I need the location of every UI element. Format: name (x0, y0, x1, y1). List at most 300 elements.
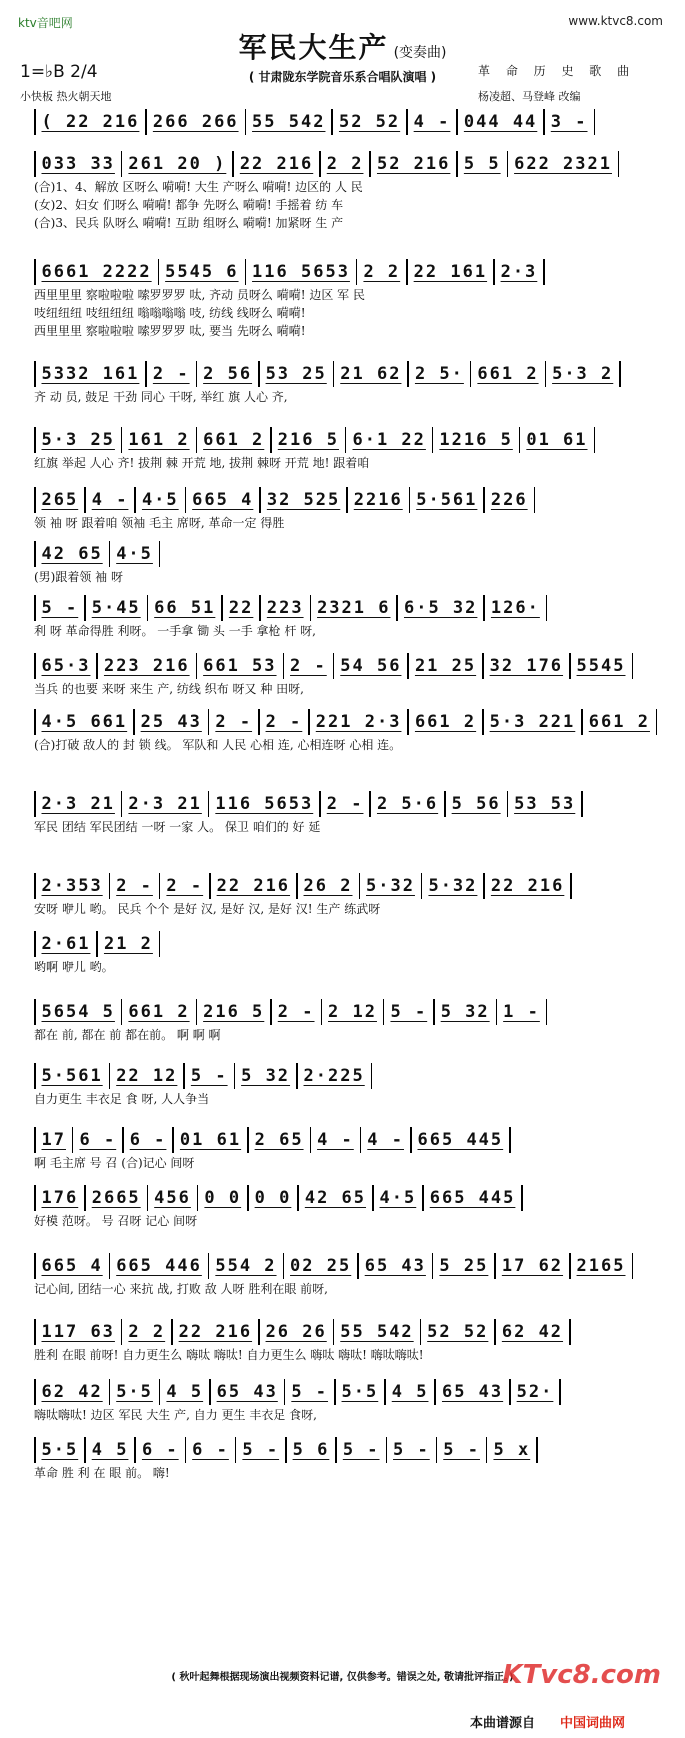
measure: 5 25 (439, 1256, 489, 1276)
barline (72, 1127, 74, 1153)
measure: 116 5653 (215, 794, 314, 814)
barline (245, 109, 247, 135)
measure: 5 - (390, 1002, 428, 1022)
source-site: 中国词曲网 (560, 1716, 626, 1731)
barline (133, 709, 135, 735)
barline (34, 487, 36, 513)
barline (308, 709, 310, 735)
score-system (28, 708, 658, 754)
measure: 2 - (166, 876, 204, 896)
barline (84, 487, 86, 513)
barline (632, 653, 634, 679)
barline (34, 541, 36, 567)
measure: 5·32 (366, 876, 415, 896)
measure: 456 (154, 1188, 191, 1208)
barline (543, 259, 545, 285)
barline (321, 999, 323, 1025)
barline (496, 999, 498, 1025)
measure: 4 5 (166, 1382, 204, 1402)
notation-row (28, 108, 658, 136)
measure: 5 - (242, 1440, 280, 1460)
barline (384, 1379, 386, 1405)
measure: 5 - (443, 1440, 480, 1460)
barline (482, 653, 484, 679)
score-system (28, 998, 658, 1044)
barline (331, 109, 333, 135)
barline (296, 873, 298, 899)
barline (270, 999, 272, 1025)
measure: 661 53 (203, 656, 277, 676)
barline (121, 151, 123, 177)
barline (34, 791, 36, 817)
notation-row (28, 1252, 658, 1280)
measure: 2 - (116, 876, 153, 896)
barline (534, 487, 536, 513)
barline (519, 427, 521, 453)
score-system (28, 594, 658, 640)
barline (407, 709, 409, 735)
measure: 6661 2222 (41, 262, 152, 282)
transcription-note: ( 秋叶起舞根据现场演出视频资料记谱, 仅供参考。错误之处, 敬请批评指正。) (171, 1672, 514, 1683)
barline (297, 1185, 299, 1211)
barline (569, 1319, 571, 1345)
measure: 4 - (367, 1130, 404, 1150)
score-system (28, 1378, 658, 1424)
barline (369, 791, 371, 817)
score-system (28, 486, 658, 532)
notation-row (28, 1318, 658, 1346)
notation-row (28, 594, 658, 622)
barline (208, 709, 210, 735)
measure: 665 4 (41, 1256, 103, 1276)
barline (109, 541, 111, 567)
measure: 17 (41, 1130, 66, 1150)
barline (208, 1253, 210, 1279)
measure: 5 6 (292, 1440, 330, 1460)
barline (145, 109, 147, 135)
barline (483, 595, 485, 621)
barline (185, 487, 187, 513)
measure: ( 22 216 (41, 112, 140, 132)
barline (34, 873, 36, 899)
barline (357, 1253, 359, 1279)
barline (486, 1437, 488, 1463)
lyric-line: 领 袖 呀 跟着咱 领袖 毛主 席呀, 革命一定 得胜 (34, 516, 285, 530)
key-signature: 1=♭B 2/4 (20, 62, 98, 82)
barline (147, 1185, 149, 1211)
barline (84, 1437, 86, 1463)
measure: 665 445 (417, 1130, 504, 1150)
notation-row (28, 1378, 658, 1406)
measure: 26 2 (303, 876, 353, 896)
measure: 033 33 (41, 154, 115, 174)
barline (34, 1437, 36, 1463)
measure: 5·561 (41, 1066, 103, 1086)
barline (221, 595, 223, 621)
genre-label: 革 命 历 史 歌 曲 (478, 64, 636, 78)
barline (420, 1319, 422, 1345)
measure: 2 5· (414, 364, 464, 384)
measure: 661 2 (414, 712, 477, 732)
barline (656, 709, 658, 735)
barline (159, 1379, 161, 1405)
barline (259, 595, 261, 621)
measure: 126· (490, 598, 540, 618)
notation-row (28, 1126, 658, 1154)
barline (543, 109, 545, 135)
barline (34, 259, 36, 285)
barline (407, 653, 409, 679)
performer-line: ( 甘肃陇东学院音乐系合唱队演唱 ) (248, 70, 437, 84)
notation-row (28, 1184, 658, 1212)
measure: 2 5·6 (376, 794, 439, 814)
measure: 5·5 (116, 1382, 153, 1402)
lyric-line: (合)打破 敌人的 封 锁 线。 军队和 人民 心相 连, 心相连呀 心相 连。 (34, 738, 402, 752)
measure: 5545 6 (165, 262, 239, 282)
barline (122, 1127, 124, 1153)
measure: 22 216 (239, 154, 314, 174)
measure: 4·5 (141, 490, 179, 510)
barline (421, 873, 423, 899)
measure: 2 - (152, 364, 190, 384)
measure: 661 2 (588, 712, 650, 732)
lyric-line: 嗨呔嗨呔! 边区 军民 大生 产, 自力 更生 丰衣足 食呀, (34, 1408, 317, 1422)
notation-row (28, 930, 658, 958)
measure: 0 0 (254, 1188, 292, 1208)
measure: 6·5 32 (403, 598, 478, 618)
measure: 32 525 (266, 490, 341, 510)
barline (507, 791, 509, 817)
measure: 161 2 (128, 430, 190, 450)
barline (121, 427, 123, 453)
measure: 665 4 (192, 490, 254, 510)
lyric-line: 西里里里 察啦啦啦 嗦罗罗罗 呔, 要当 先呀么 嗬嗬! (34, 324, 306, 338)
barline (310, 595, 312, 621)
measure: 117 63 (41, 1322, 115, 1342)
notation-row (28, 540, 658, 568)
barline (34, 1127, 36, 1153)
barline (258, 361, 260, 387)
measure: 5·32 (428, 876, 478, 896)
barline (334, 1379, 336, 1405)
barline (432, 1253, 434, 1279)
measure: 044 44 (463, 112, 538, 132)
barline (482, 709, 484, 735)
measure: 266 266 (152, 112, 239, 132)
barline (159, 931, 161, 957)
measure: 4·5 661 (41, 712, 128, 732)
measure: 2 12 (328, 1002, 377, 1022)
barline (183, 1063, 185, 1089)
measure: 176 (41, 1188, 79, 1208)
lyric-line: 安呀 咿儿 哟。 民兵 个个 是好 汉, 是好 汉, 是好 汉! 生产 练武呀 (34, 902, 381, 916)
measure: 5·3 25 (41, 430, 115, 450)
barline (247, 1185, 249, 1211)
measure: 5 - (393, 1440, 430, 1460)
measure: 66 51 (154, 598, 216, 618)
measure: 5 - (190, 1066, 228, 1086)
measure: 4 - (91, 490, 129, 510)
lyric-line: (女)2、妇女 们呀么 嗬嗬! 都争 先呀么 嗬嗬! 手摇着 纺 车 (34, 198, 344, 212)
barline (360, 1127, 362, 1153)
barline (84, 595, 86, 621)
barline (209, 873, 211, 899)
barline (386, 1437, 388, 1463)
barline (345, 427, 347, 453)
measure: 6 - (79, 1130, 117, 1150)
measure: 5 - (291, 1382, 329, 1402)
measure: 661 2 (128, 1002, 190, 1022)
barline (546, 595, 548, 621)
barline (371, 1063, 373, 1089)
measure: 5 32 (241, 1066, 291, 1086)
measure: 261 20 ) (128, 154, 227, 174)
barline (208, 791, 210, 817)
measure: 216 5 (277, 430, 339, 450)
measure: 01 61 (179, 1130, 242, 1150)
notation-row (28, 426, 658, 454)
barline (422, 1185, 424, 1211)
measure: 02 25 (290, 1256, 352, 1276)
measure: 223 216 (103, 656, 190, 676)
barline (545, 361, 547, 387)
barline (359, 873, 361, 899)
barline (34, 1379, 36, 1405)
barline (96, 931, 98, 957)
barline (258, 709, 260, 735)
score-system (28, 1062, 658, 1108)
barline (632, 1253, 634, 1279)
lyric-line: 记心间, 团结一心 来抗 战, 打败 敌 人呀 胜利在眼 前呀, (34, 1282, 328, 1296)
measure: 22 216 (490, 876, 565, 896)
measure: 5545 (576, 656, 626, 676)
barline (270, 427, 272, 453)
lyric-line: 哟啊 咿儿 哟。 (34, 960, 114, 974)
measure: 42 65 (304, 1188, 367, 1208)
measure: 2 - (265, 712, 303, 732)
notation-row (28, 258, 658, 286)
lyric-line: 都在 前, 都在 前 都在前。 啊 啊 啊 (34, 1028, 221, 1042)
measure: 21 2 (103, 934, 153, 954)
measure: 55 542 (340, 1322, 414, 1342)
barline (34, 595, 36, 621)
barline (109, 1253, 111, 1279)
lyric-line: 自力更生 丰衣足 食 呀, 人人争当 (34, 1092, 210, 1106)
barline (172, 1127, 174, 1153)
barline (235, 1437, 237, 1463)
barline (259, 487, 261, 513)
notation-row (28, 486, 658, 514)
lyric-line: 好模 范呀。 号 召呀 记心 间呀 (34, 1214, 198, 1228)
barline (494, 1319, 496, 1345)
score-system (28, 930, 658, 976)
measure: 5·3 2 (552, 364, 614, 384)
barline (185, 1437, 187, 1463)
measure: 22 216 (216, 876, 291, 896)
measure: 4·5 (379, 1188, 417, 1208)
barline (109, 1379, 111, 1405)
measure: 62 42 (501, 1322, 564, 1342)
notation-row (28, 360, 658, 388)
measure: 22 12 (116, 1066, 178, 1086)
measure: 4 5 (91, 1440, 129, 1460)
barline (483, 873, 485, 899)
notation-row (28, 150, 658, 178)
measure: 54 56 (340, 656, 402, 676)
measure: 17 62 (501, 1256, 564, 1276)
score-system (28, 652, 658, 698)
barline (159, 541, 161, 567)
measure: 5·45 (91, 598, 141, 618)
measure: 2·3 21 (128, 794, 202, 814)
measure: 62 42 (41, 1382, 103, 1402)
measure: 2·225 (303, 1066, 365, 1086)
notation-row (28, 1062, 658, 1090)
barline (96, 653, 98, 679)
barline (333, 653, 335, 679)
barline (84, 1185, 86, 1211)
measure: 1216 5 (439, 430, 513, 450)
measure: 25 43 (140, 712, 202, 732)
barline (196, 653, 198, 679)
barline (283, 1253, 285, 1279)
measure: 661 2 (477, 364, 539, 384)
measure: 53 53 (514, 794, 576, 814)
measure: 3 - (550, 112, 588, 132)
measure: 01 61 (526, 430, 588, 450)
barline (333, 361, 335, 387)
score-system (28, 360, 658, 406)
measure: 2 65 (254, 1130, 304, 1150)
measure: 223 (266, 598, 304, 618)
measure: 2321 6 (317, 598, 391, 618)
barline (296, 1063, 298, 1089)
song-title-block (0, 26, 685, 66)
barline (34, 709, 36, 735)
barline (34, 999, 36, 1025)
barline (470, 361, 472, 387)
measure: 2 2 (326, 154, 364, 174)
barline (372, 1185, 374, 1211)
measure: 6 - (141, 1440, 179, 1460)
barline (546, 999, 548, 1025)
barline (196, 361, 198, 387)
measure: 5 5 (463, 154, 501, 174)
measure: 5 - (342, 1440, 380, 1460)
barline (434, 1379, 436, 1405)
lyric-line: 军民 团结 军民团结 一呀 一家 人。 保卫 咱们的 好 延 (34, 820, 321, 834)
barline (158, 259, 160, 285)
barline (507, 151, 509, 177)
barline (406, 259, 408, 285)
barline (569, 653, 571, 679)
measure: 554 2 (215, 1256, 277, 1276)
barline (34, 1319, 36, 1345)
measure: 21 62 (340, 364, 402, 384)
site-name: ktv音吧网 (18, 16, 73, 30)
measure: 52 216 (376, 154, 451, 174)
barline (109, 1063, 111, 1089)
measure: 5·5 (341, 1382, 379, 1402)
measure: 2216 (353, 490, 403, 510)
measure: 2 2 (363, 262, 401, 282)
score-system (28, 790, 658, 836)
measure: 53 25 (265, 364, 327, 384)
barline (34, 427, 36, 453)
measure: 2 - (215, 712, 253, 732)
barline (284, 1379, 286, 1405)
lyric-line: 红旗 举起 人心 齐! 拔荆 棘 开荒 地, 拔荆 棘呀 开荒 地! 跟着咱 (34, 456, 370, 470)
watermark-logo: KTvc8.com (502, 1660, 661, 1690)
tempo-marking: 小快板 热火朝天地 (20, 90, 112, 103)
lyric-line: 啊 毛主席 号 召 (合)记心 间呀 (34, 1156, 195, 1170)
measure: 6 - (129, 1130, 167, 1150)
arranger-credit: 杨凌超、马登峰 改编 (478, 90, 581, 103)
barline (234, 1063, 236, 1089)
measure: 21 25 (414, 656, 477, 676)
barline (356, 259, 358, 285)
measure: 4 - (317, 1130, 354, 1150)
measure: 65 43 (216, 1382, 278, 1402)
barline (171, 1319, 173, 1345)
measure: 5 x (493, 1440, 531, 1460)
barline (319, 791, 321, 817)
barline (145, 361, 147, 387)
barline (432, 427, 434, 453)
barline (436, 1437, 438, 1463)
measure: 65 43 (364, 1256, 426, 1276)
lyric-line: 胜利 在眼 前呀! 自力更生么 嗨呔 嗨呔! 自力更生么 嗨呔 嗨呔! 嗨呔嗨呔! (34, 1348, 424, 1362)
barline (410, 1127, 412, 1153)
barline (383, 999, 385, 1025)
notation-row (28, 872, 658, 900)
barline (581, 791, 583, 817)
measure: 4 5 (391, 1382, 429, 1402)
barline (483, 487, 485, 513)
lyric-line: 吱纽纽纽 吱纽纽纽 嗡嗡嗡嗡 吱, 纺线 线呀么 嗬嗬! (34, 306, 306, 320)
measure: 265 (41, 490, 79, 510)
measure: 52 52 (427, 1322, 489, 1342)
barline (369, 151, 371, 177)
measure: 42 65 (41, 544, 103, 564)
barline (34, 931, 36, 957)
barline (396, 595, 398, 621)
measure: 665 446 (116, 1256, 202, 1276)
notation-row (28, 998, 658, 1026)
barline (247, 1127, 249, 1153)
measure: 4 - (413, 112, 451, 132)
site-url: www.ktvc8.com (568, 14, 663, 28)
notation-row (28, 790, 658, 818)
score-system (28, 1184, 658, 1230)
score-system (28, 150, 658, 232)
barline (581, 709, 583, 735)
barline (196, 427, 198, 453)
notation-row (28, 708, 658, 736)
measure: 5 32 (440, 1002, 490, 1022)
song-title: 军民大生产 (238, 31, 389, 64)
score-system (28, 1126, 658, 1172)
measure: 4·5 (116, 544, 153, 564)
barline (285, 1437, 287, 1463)
measure: 5·3 221 (489, 712, 576, 732)
barline (258, 1319, 260, 1345)
barline (407, 361, 409, 387)
measure: 32 176 (489, 656, 564, 676)
lyric-line: 革命 胜 利 在 眼 前。 嗨! (34, 1466, 170, 1480)
measure: 2 2 (128, 1322, 166, 1342)
barline (559, 1379, 561, 1405)
